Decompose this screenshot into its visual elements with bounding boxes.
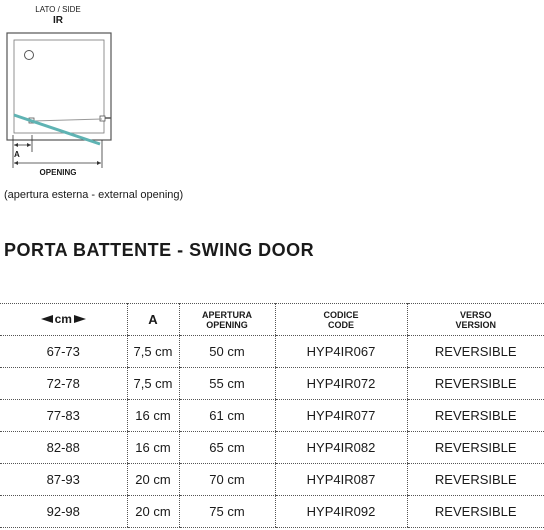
header-range	[0, 304, 127, 336]
table-row	[0, 496, 544, 528]
header-verso-line2: VERSION	[455, 319, 496, 330]
header-codice	[275, 304, 407, 336]
table-header-row	[0, 304, 544, 336]
table-row	[0, 368, 544, 400]
table-row	[0, 432, 544, 464]
cell-a: 16 cm	[127, 400, 179, 432]
table-row	[0, 336, 544, 368]
fixed-panel	[33, 119, 102, 121]
header-verso-line1: VERSO	[459, 309, 492, 320]
cell-range: 72-78	[0, 368, 127, 400]
opening-caption: (apertura esterna - external opening)	[4, 189, 184, 201]
header-codice-line2: CODE	[327, 319, 354, 330]
cell-code: HYP4IR082	[275, 432, 407, 464]
hinge-icon	[100, 116, 105, 121]
cell-version: REVERSIBLE	[407, 400, 544, 432]
table-row	[0, 400, 544, 432]
cell-version: REVERSIBLE	[407, 368, 544, 400]
cell-a: 7,5 cm	[127, 368, 179, 400]
drain-icon	[25, 51, 34, 60]
cell-code: HYP4IR077	[275, 400, 407, 432]
cell-opening: 50 cm	[179, 336, 275, 368]
cell-range: 67-73	[0, 336, 127, 368]
header-codice-line1: CODICE	[323, 309, 359, 320]
side-label: LATO / SIDE	[35, 5, 81, 14]
header-apertura-line2: OPENING	[206, 319, 248, 330]
cell-a: 16 cm	[127, 432, 179, 464]
opening-arrow-right	[97, 161, 101, 165]
section-title: PORTA BATTENTE - SWING DOOR	[4, 240, 315, 260]
cell-version: REVERSIBLE	[407, 336, 544, 368]
cell-a: 20 cm	[127, 496, 179, 528]
spec-table	[0, 303, 544, 528]
arrow-right-icon	[74, 315, 86, 323]
header-range-label: cm	[54, 312, 72, 326]
cell-version: REVERSIBLE	[407, 496, 544, 528]
side-code: IR	[53, 15, 63, 26]
header-a: A	[127, 304, 179, 336]
cell-code: HYP4IR072	[275, 368, 407, 400]
cell-opening: 65 cm	[179, 432, 275, 464]
cell-a: 7,5 cm	[127, 336, 179, 368]
a-arrow-right	[27, 143, 31, 147]
cell-a: 20 cm	[127, 464, 179, 496]
header-verso	[407, 304, 544, 336]
cell-opening: 61 cm	[179, 400, 275, 432]
cell-version: REVERSIBLE	[407, 432, 544, 464]
cell-range: 87-93	[0, 464, 127, 496]
cell-code: HYP4IR067	[275, 336, 407, 368]
cell-range: 82-88	[0, 432, 127, 464]
enclosure-outline	[7, 33, 111, 140]
cell-opening: 55 cm	[179, 368, 275, 400]
a-dimension-label: A	[14, 150, 20, 159]
header-apertura	[179, 304, 275, 336]
cell-code: HYP4IR092	[275, 496, 407, 528]
a-arrow-left	[14, 143, 18, 147]
cell-opening: 75 cm	[179, 496, 275, 528]
table-row	[0, 464, 544, 496]
arrow-left-icon	[41, 315, 53, 323]
opening-arrow-left	[14, 161, 18, 165]
cell-version: REVERSIBLE	[407, 464, 544, 496]
cell-code: HYP4IR087	[275, 464, 407, 496]
cell-range: 77-83	[0, 400, 127, 432]
door-diagram	[0, 0, 200, 210]
shower-plan-drawing	[0, 0, 200, 210]
header-apertura-line1: APERTURA	[201, 309, 252, 320]
cell-range: 92-98	[0, 496, 127, 528]
cell-opening: 70 cm	[179, 464, 275, 496]
opening-dimension-label: OPENING	[39, 168, 77, 177]
